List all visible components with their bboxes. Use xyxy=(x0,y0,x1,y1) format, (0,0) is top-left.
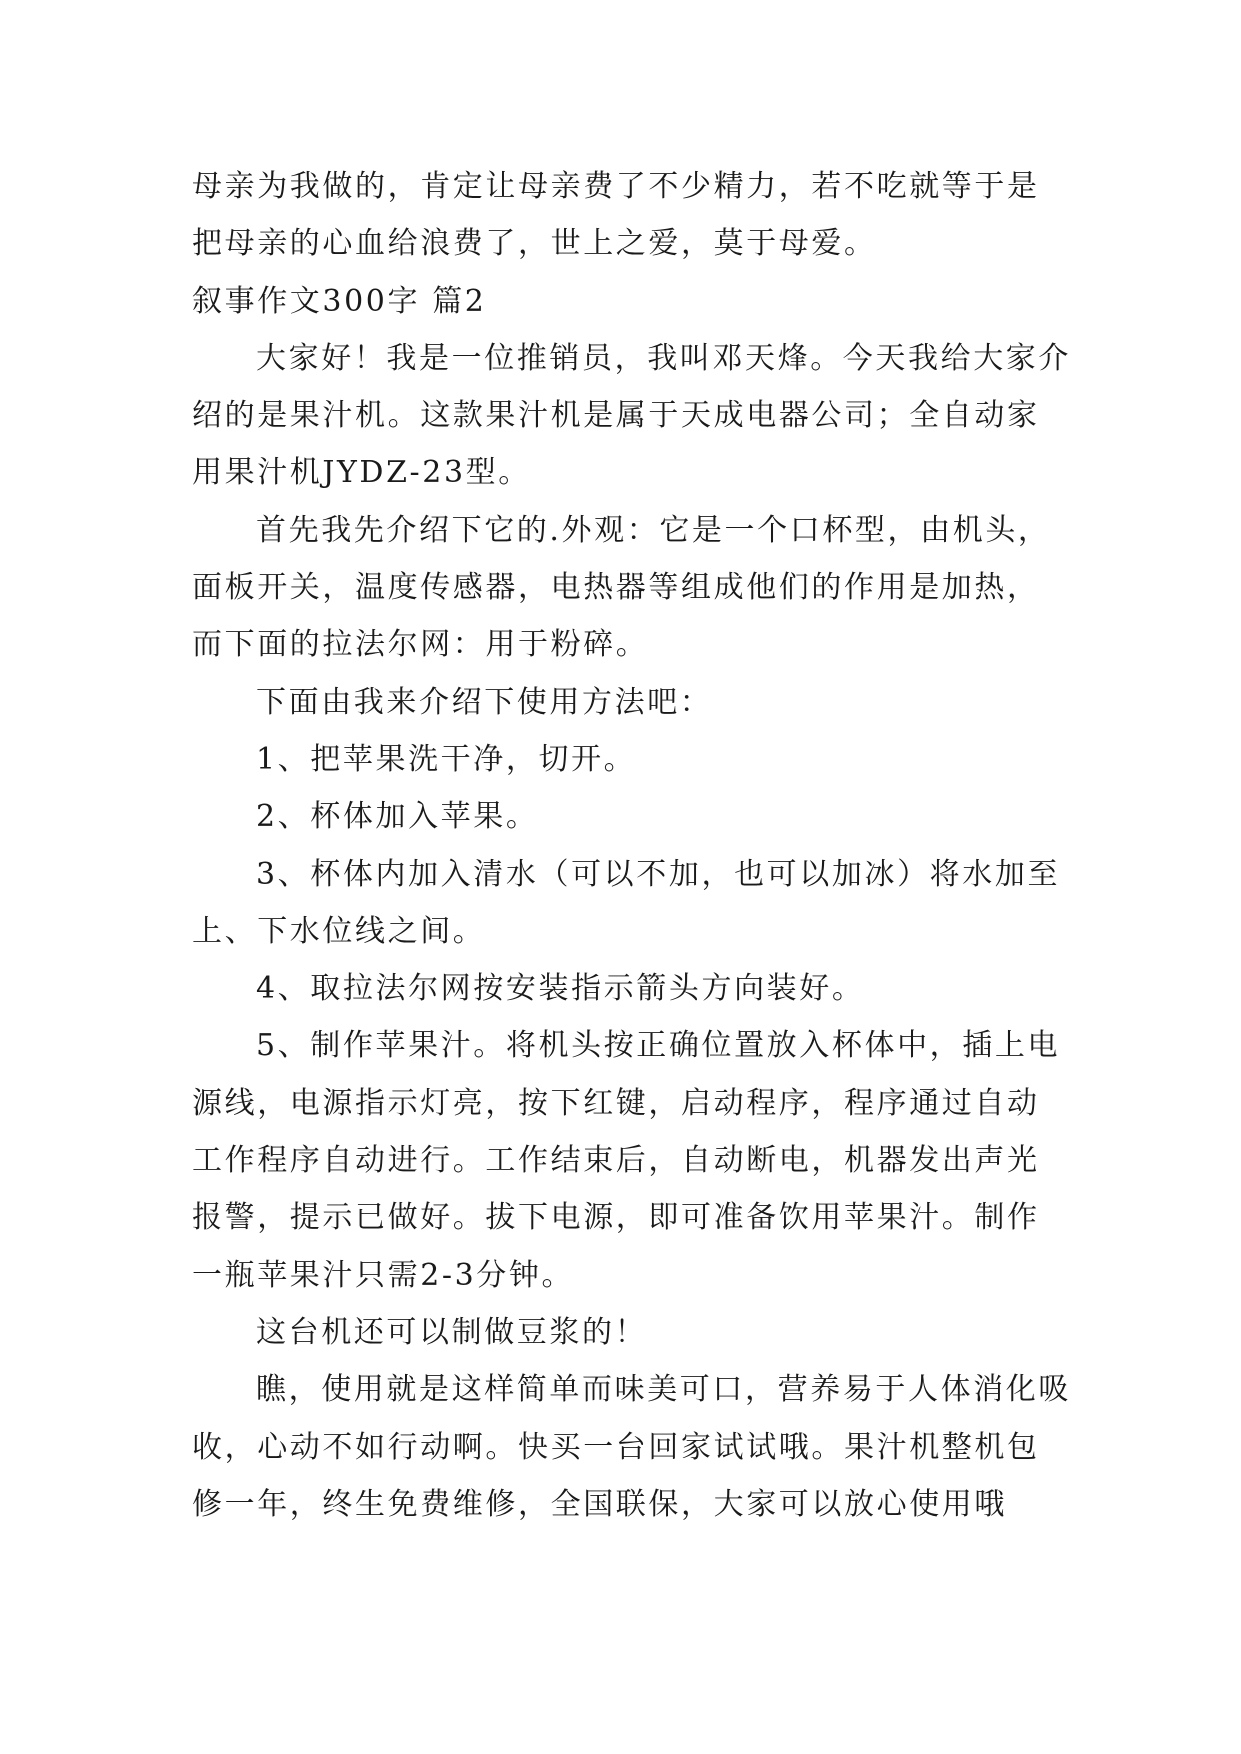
document-body xyxy=(192,158,1072,1533)
paragraph-appearance: 首先我先介绍下它的.外观：它是一个口杯型，由机头，面板开关，温度传感器，电热器等组成他们的作用是加热，而下面的拉法尔网：用于粉碎。 xyxy=(192,512,1051,663)
paragraph-closing: 瞧，使用就是这样简单而味美可口，营养易于人体消化吸收，心动不如行动啊。快买一台回家试试哦。果汁机整机包修一年，终生免费维修，全国联保，大家可以放心使用哦 xyxy=(192,1372,1071,1522)
paragraph-step-4: 4、取拉法尔网按安装指示箭头方向装好。 xyxy=(256,971,865,1007)
section-heading: 叙事作文300字 篇2 xyxy=(192,283,487,319)
paragraph-step-1: 1、把苹果洗干净，切开。 xyxy=(256,741,637,777)
paragraph-intro: 大家好！我是一位推销员，我叫邓天烽。今天我给大家介绍的是果汁机。这款果汁机是属于天成电器公司；全自动家用果汁机JYDZ-23型。 xyxy=(192,340,1071,491)
paragraph-step-5: 5、制作苹果汁。将机头按正确位置放入杯体中，插上电源线，电源指示灯亮，按下红键，启动程序，程序通过自动工作程序自动进行。工作结束后，自动断电，机器发出声光报警，提示已做好。拔下电源，即可准备饮用苹果汁。制作一瓶苹果汁只需2-3分钟。 xyxy=(192,1028,1061,1293)
paragraph-usage-intro: 下面由我来介绍下使用方法吧： xyxy=(256,684,713,720)
paragraph-step-2: 2、杯体加入苹果。 xyxy=(256,799,539,835)
continuation-paragraph: 母亲为我做的，肯定让母亲费了不少精力，若不吃就等于是把母亲的心血给浪费了，世上之爱，莫于母爱。 xyxy=(192,169,1040,262)
paragraph-soymilk: 这台机还可以制做豆浆的！ xyxy=(256,1314,648,1350)
paragraph-step-3: 3、杯体内加入清水（可以不加，也可以加冰）将水加至上、下水位线之间。 xyxy=(192,856,1061,949)
